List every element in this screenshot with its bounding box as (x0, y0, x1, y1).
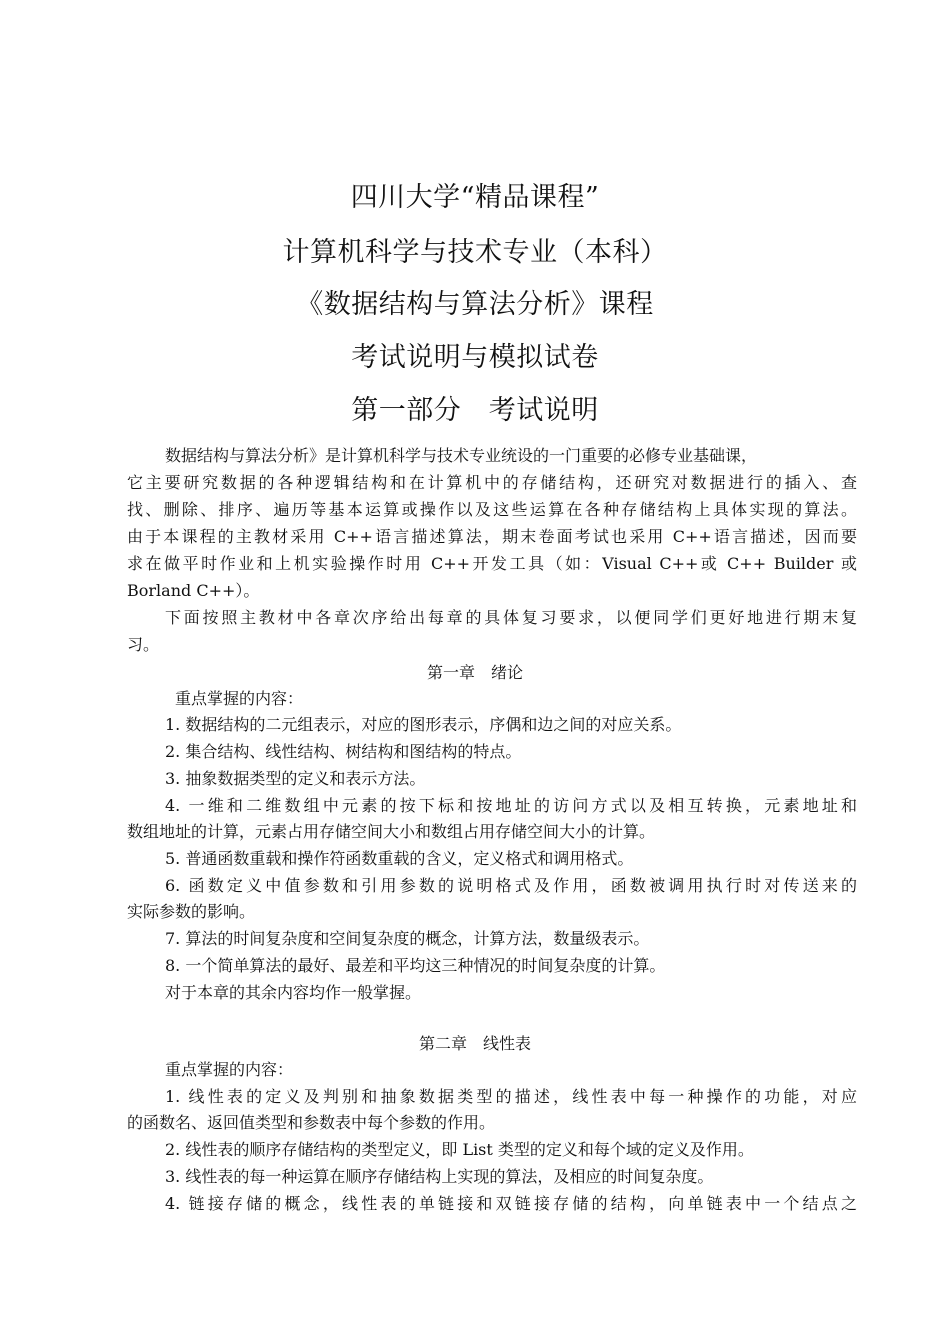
intro-p1-line: 找、删除、排序、遍历等基本运算或操作以及这些运算在各种存储结构上具体实现的算法。 (127, 500, 857, 519)
chapter2-key-label: 重点掌握的内容： (165, 1060, 294, 1079)
chapter1-item: 5. 普通函数重载和操作符函数重载的含义，定义格式和调用格式。 (165, 849, 634, 868)
chapter1-item: 2. 集合结构、线性结构、树结构和图结构的特点。 (165, 742, 522, 761)
chapter2-heading: 第二章 线性表 (418, 1034, 531, 1053)
chapter1-item: 对于本章的其余内容均作一般掌握。 (165, 983, 422, 1002)
chapter2-item: 3. 线性表的每一种运算在顺序存储结构上实现的算法，及相应的时间复杂度。 (165, 1167, 714, 1186)
title-major: 计算机科学与技术专业（本科） (282, 237, 668, 268)
title-part-one: 第一部分 考试说明 (351, 395, 599, 426)
chapter1-key-label: 重点掌握的内容： (175, 689, 304, 708)
intro-p1-line: 求在做平时作业和上机实验操作时用 C++开发工具（如：Visual C++或 C++ Builder 或 (127, 554, 857, 573)
chapter1-item: 1. 数据结构的二元组表示，对应的图形表示，序偶和边之间的对应关系。 (165, 715, 682, 734)
chapter1-item: 4. 一维和二维数组中元素的按下标和按地址的访问方式以及相互转换，元素地址和 (165, 796, 857, 815)
chapter1-item: 数组地址的计算，元素占用存储空间大小和数组占用存储空间大小的计算。 (127, 822, 656, 841)
chapter1-item: 实际参数的影响。 (127, 902, 256, 921)
intro-p1-line: 它主要研究数据的各种逻辑结构和在计算机中的存储结构，还研究对数据进行的插入、查 (127, 473, 857, 492)
chapter2-item: 4. 链接存储的概念，线性表的单链接和双链接存储的结构，向单链表中一个结点之 (165, 1194, 857, 1213)
intro-p2-line: 习。 (127, 635, 160, 654)
title-university: 四川大学“精品课程” (350, 182, 600, 213)
intro-p1-line: 数据结构与算法分析》是计算机科学与技术专业统设的一门重要的必修专业基础课， (165, 446, 758, 465)
chapter1-item: 7. 算法的时间复杂度和空间复杂度的概念，计算方法，数量级表示。 (165, 929, 650, 948)
chapter1-item: 8. 一个简单算法的最好、最差和平均这三种情况的时间复杂度的计算。 (165, 956, 666, 975)
chapter1-item: 3. 抽象数据类型的定义和表示方法。 (165, 769, 426, 788)
title-exam: 考试说明与模拟试卷 (351, 342, 599, 373)
chapter2-item: 的函数名、返回值类型和参数表中每个参数的作用。 (127, 1113, 496, 1132)
chapter2-item: 1. 线性表的定义及判别和抽象数据类型的描述，线性表中每一种操作的功能，对应 (165, 1087, 857, 1106)
chapter2-item: 2. 线性表的顺序存储结构的类型定义，即 List 类型的定义和每个域的定义及作用。 (165, 1140, 754, 1159)
chapter1-item: 6. 函数定义中值参数和引用参数的说明格式及作用，函数被调用执行时对传送来的 (165, 876, 857, 895)
intro-p1-line: Borland C++）。 (127, 581, 260, 600)
title-course: 《数据结构与算法分析》课程 (296, 289, 654, 320)
chapter1-heading: 第一章 绪论 (426, 663, 523, 682)
intro-p1-line: 由于本课程的主教材采用 C++语言描述算法，期末卷面考试也采用 C++语言描述，因而要 (127, 527, 857, 546)
intro-p2-line: 下面按照主教材中各章次序给出每章的具体复习要求，以便同学们更好地进行期末复 (165, 608, 857, 627)
